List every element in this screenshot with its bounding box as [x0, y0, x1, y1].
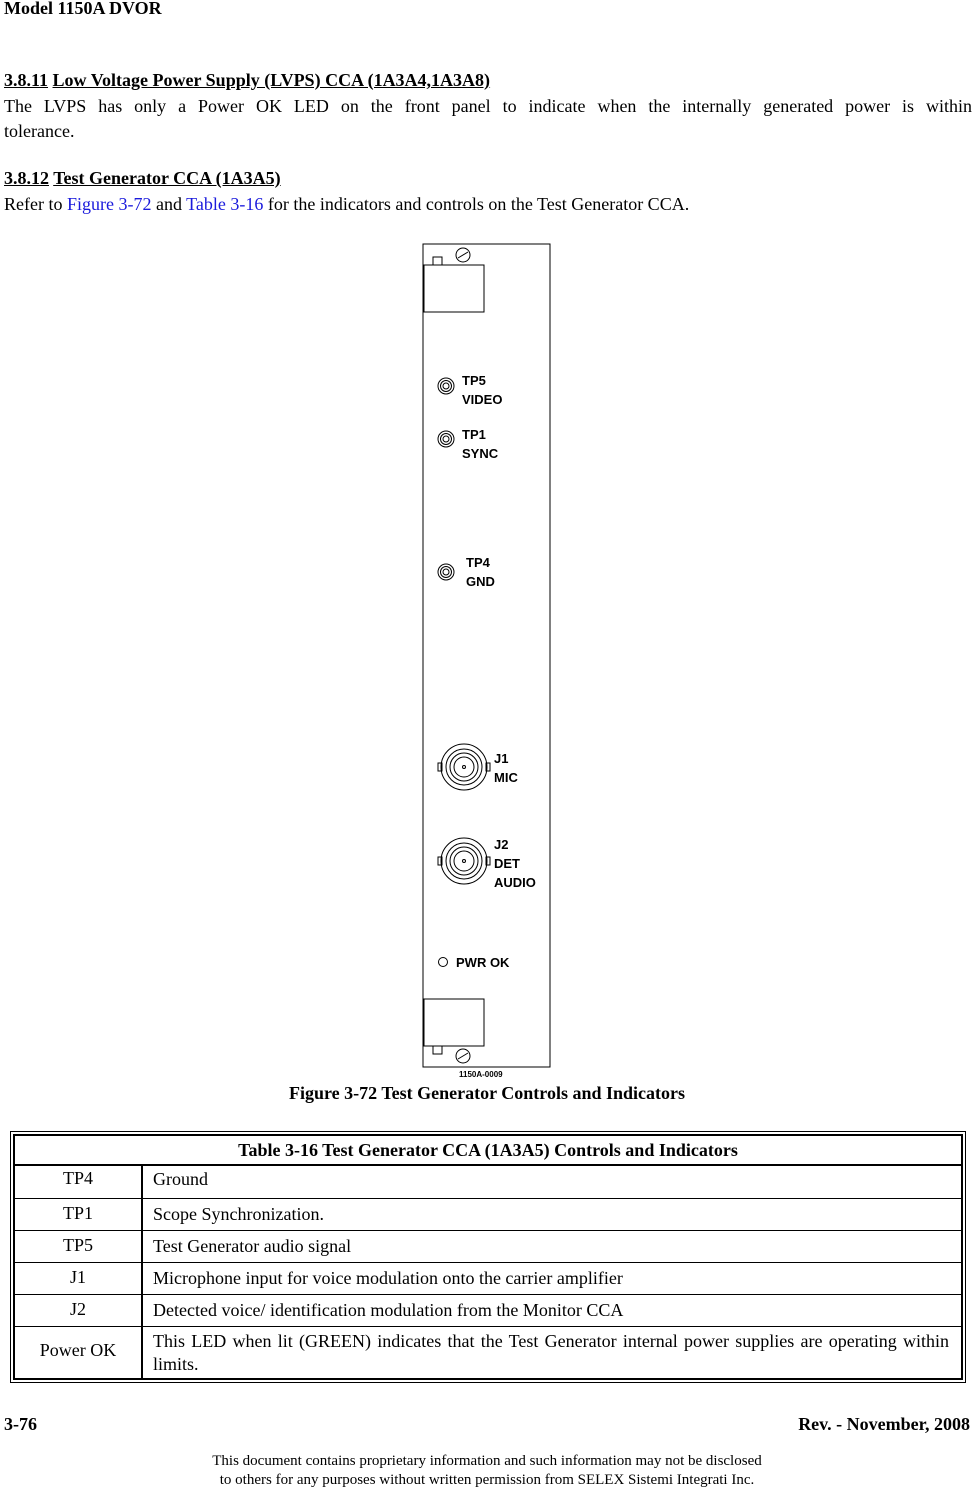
j2-sublabel: DET — [494, 856, 520, 871]
document-header: Model 1150A DVOR — [4, 0, 162, 18]
row-id: TP1 — [62, 1203, 93, 1223]
lvps-paragraph-line1: The LVPS has only a Power OK LED on the front panel to indicate when the internally generated power is within — [4, 96, 972, 116]
section-number: 3.8.12 — [4, 168, 49, 188]
tp1-label: TP1 — [462, 427, 486, 442]
row-id: J2 — [69, 1299, 86, 1319]
top-tab — [433, 257, 442, 265]
bottom-handle-block — [424, 999, 484, 1046]
row-description: Test Generator audio signal — [153, 1236, 352, 1256]
row-description: Scope Synchronization. — [153, 1204, 324, 1224]
section-title: Low Voltage Power Supply (LVPS) CCA (1A3A4,1A3A8) — [52, 70, 491, 90]
row-description: Ground — [153, 1169, 208, 1189]
tp1-sublabel: SYNC — [462, 446, 499, 461]
j2-label: J2 — [494, 837, 509, 852]
controls-table — [10, 1131, 966, 1383]
j1-sublabel: MIC — [494, 770, 518, 785]
tp4-sublabel: GND — [466, 574, 495, 589]
figure-link[interactable]: Figure 3-72 — [66, 194, 152, 214]
panel-outline — [423, 244, 550, 1067]
table-row — [15, 1166, 961, 1198]
row-description: This LED when lit (GREEN) indicates that the Test Generator internal power supplies are operating within limits. — [153, 1331, 949, 1374]
row-description: Detected voice/ identification modulation from the Monitor CCA — [153, 1300, 624, 1320]
row-description: Microphone input for voice modulation onto the carrier amplifier — [153, 1268, 623, 1288]
revision-date: Rev. - November, 2008 — [798, 1414, 970, 1434]
table-title: Table 3-16 Test Generator CCA (1A3A5) Controls and Indicators — [15, 1136, 961, 1166]
section-number: 3.8.11 — [4, 70, 49, 90]
drawing-code: 1150A-0009 — [459, 1070, 503, 1079]
tp4-label: TP4 — [466, 555, 490, 570]
j1-connector — [438, 744, 490, 790]
j2-connector — [438, 838, 490, 884]
bottom-screw — [456, 1049, 470, 1063]
notice-line: to others for any purposes without written permission from SELEX Sistemi Integrati Inc. — [219, 1472, 755, 1488]
tp1-test-point — [438, 431, 454, 447]
lvps-paragraph-line2: tolerance. — [4, 121, 75, 141]
paragraph-text: and — [155, 194, 182, 214]
top-screw — [456, 248, 470, 262]
table-row — [15, 1262, 961, 1295]
tp5-sublabel: VIDEO — [462, 392, 503, 407]
proprietary-notice — [0, 1452, 974, 1490]
section-title: Test Generator CCA (1A3A5) — [53, 168, 281, 188]
tp4-test-point — [438, 564, 454, 580]
table-row — [15, 1326, 961, 1379]
notice-line: This document contains proprietary information and such information may not be disclosed — [212, 1453, 762, 1469]
table-row — [15, 1294, 961, 1327]
row-id: Power OK — [39, 1340, 117, 1360]
pwr-ok-label: PWR OK — [456, 955, 510, 970]
tp5-label: TP5 — [462, 373, 486, 388]
bottom-tab — [433, 1046, 442, 1054]
paragraph-text: for the indicators and controls on the Test Generator CCA. — [267, 194, 690, 214]
table-row — [15, 1198, 961, 1231]
top-handle-block — [424, 265, 484, 312]
row-id: J1 — [69, 1267, 86, 1287]
row-id: TP4 — [62, 1168, 93, 1188]
figure-caption: Figure 3-72 Test Generator Controls and Indicators — [288, 1083, 685, 1103]
pwr-ok-led — [439, 958, 448, 967]
page-number: 3-76 — [4, 1414, 37, 1434]
table-row — [15, 1230, 961, 1263]
j1-label: J1 — [494, 751, 509, 766]
table-link[interactable]: Table 3-16 — [186, 194, 264, 214]
row-id: TP5 — [62, 1235, 93, 1255]
tp5-test-point — [438, 378, 454, 394]
j2-sublabel-2: AUDIO — [494, 875, 536, 890]
paragraph-text: Refer to — [4, 194, 63, 214]
